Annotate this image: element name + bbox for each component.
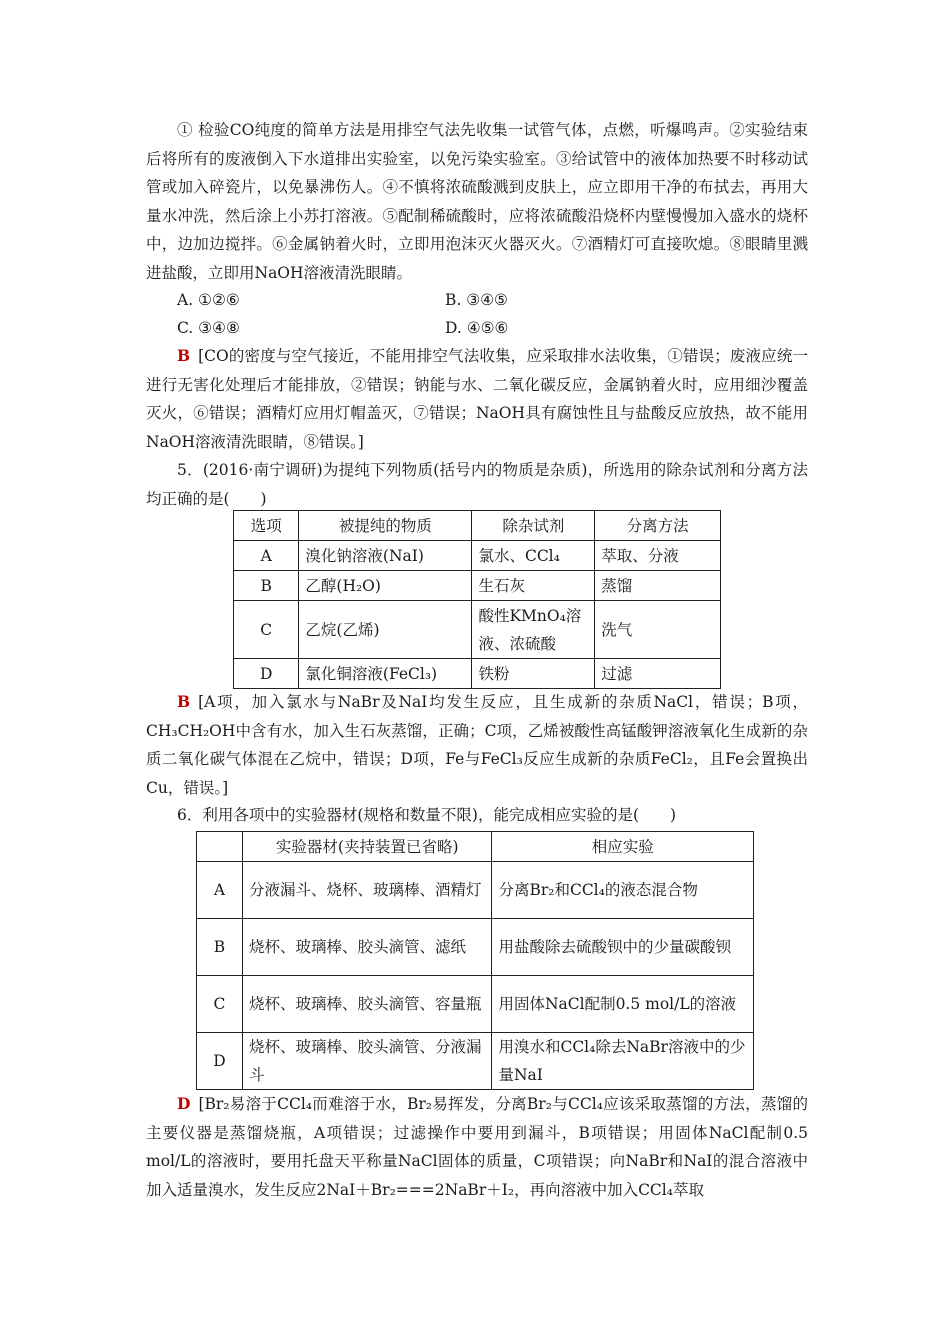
q5-table-header-row (234, 511, 721, 541)
table-cell: C (234, 601, 299, 659)
table-cell: 洗气 (595, 601, 721, 659)
q4-answer (146, 342, 808, 456)
q5-header-cell: 除杂试剂 (472, 511, 595, 541)
table-cell: 乙烷(乙烯) (299, 601, 472, 659)
table-row (234, 571, 721, 601)
table-cell: B (234, 571, 299, 601)
q6-stem: 6．利用各项中的实验器材(规格和数量不限)，能完成相应实验的是( ) (177, 806, 677, 824)
q6-header-cell: 相应实验 (492, 832, 754, 862)
q6-table (196, 831, 754, 1090)
q4-option-c: C. ③④⑧ (177, 319, 240, 337)
q4-option-a: A. ①②⑥ (177, 291, 240, 309)
table-cell: 用盐酸除去硫酸钡中的少量碳酸钡 (492, 919, 754, 976)
q6-answer-explanation: [Br₂易溶于CCl₄而难溶于水，Br₂易挥发，分离Br₂与CCl₄应该采取蒸馏的方法，蒸馏的主要仪器是蒸馏烧瓶，A项错误；过滤操作中要用到漏斗，B项错误；用固体NaCl配制0.5 mol/L的溶液时，要用托盘天平称量NaCl固体的质量，C项错误；向NaBr和NaI的混合溶液中加入适量溴水，发生反应2NaI＋Br₂===2NaBr＋I₂，再向溶液中加入CCl₄萃取 (146, 1095, 808, 1199)
table-cell: 烧杯、玻璃棒、胶头滴管、容量瓶 (242, 976, 492, 1033)
table-row (234, 601, 721, 659)
table-cell: A (197, 862, 243, 919)
q5-header-cell: 选项 (234, 511, 299, 541)
table-cell: 烧杯、玻璃棒、胶头滴管、分液漏斗 (242, 1033, 492, 1090)
table-cell: C (197, 976, 243, 1033)
table-row (197, 1033, 754, 1090)
q4-stem: ① 检验CO纯度的简单方法是用排空气法先收集一试管气体，点燃，听爆鸣声。②实验结束后将所有的废液倒入下水道排出实验室，以免污染实验室。③给试管中的液体加热要不时移动试管或加入碎瓷片，以免暴沸伤人。④不慎将浓硫酸溅到皮肤上，应立即用干净的布拭去，再用大量水冲洗，然后涂上小苏打溶液。⑤配制稀硫酸时，应将浓硫酸沿烧杯内壁慢慢加入盛水的烧杯中，边加边搅拌。⑥金属钠着火时，立即用泡沫灭火器灭火。⑦酒精灯可直接吹熄。⑧眼睛里溅进盐酸，立即用NaOH溶液清洗眼睛。 (146, 121, 808, 282)
q4-answer-letter: B (177, 346, 191, 365)
table-cell: 烧杯、玻璃棒、胶头滴管、滤纸 (242, 919, 492, 976)
q5-header-cell: 分离方法 (595, 511, 721, 541)
table-cell: 铁粉 (472, 659, 595, 689)
table-cell: B (197, 919, 243, 976)
q4-option-b: B. ③④⑤ (445, 291, 508, 309)
table-cell: A (234, 541, 299, 571)
q6-table-header-row (197, 832, 754, 862)
table-cell: 分液漏斗、烧杯、玻璃棒、酒精灯 (242, 862, 492, 919)
table-cell: D (197, 1033, 243, 1090)
table-cell: 乙醇(H₂O) (299, 571, 472, 601)
table-cell: 氯化铜溶液(FeCl₃) (299, 659, 472, 689)
table-cell: 酸性KMnO₄溶液、浓硫酸 (472, 601, 595, 659)
q6-header-cell: 实验器材(夹持装置已省略) (242, 832, 492, 862)
q4-option-d: D. ④⑤⑥ (445, 319, 509, 337)
table-cell: 用固体NaCl配制0.5 mol/L的溶液 (492, 976, 754, 1033)
table-cell: 氯水、CCl₄ (472, 541, 595, 571)
table-cell: 过滤 (595, 659, 721, 689)
table-row (197, 919, 754, 976)
table-row (234, 541, 721, 571)
q5-table (233, 510, 721, 689)
table-cell: D (234, 659, 299, 689)
table-row (234, 659, 721, 689)
q6-answer (146, 1090, 808, 1204)
table-cell: 生石灰 (472, 571, 595, 601)
table-cell: 溴化钠溶液(NaI) (299, 541, 472, 571)
table-row (197, 862, 754, 919)
table-cell: 用溴水和CCl₄除去NaBr溶液中的少量NaI (492, 1033, 754, 1090)
table-cell: 蒸馏 (595, 571, 721, 601)
q4-answer-explanation: [CO的密度与空气接近，不能用排空气法收集，应采取排水法收集，①错误；废液应统一进行无害化处理后才能排放，②错误；钠能与水、二氧化碳反应，金属钠着火时，应用细沙覆盖灭火，⑥错误；酒精灯应用灯帽盖灭，⑦错误；NaOH具有腐蚀性且与盐酸反应放热，故不能用NaOH溶液清洗眼睛，⑧错误。] (146, 347, 808, 451)
table-cell: 萃取、分液 (595, 541, 721, 571)
table-cell: 分离Br₂和CCl₄的液态混合物 (492, 862, 754, 919)
q5-answer-explanation: [A项，加入氯水与NaBr及NaI均发生反应，且生成新的杂质NaCl，错误；B项，CH₃CH₂OH中含有水，加入生石灰蒸馏，正确；C项，乙烯被酸性高锰酸钾溶液氧化生成新的杂质二氧化碳气体混在乙烷中，错误；D项，Fe与FeCl₃反应生成新的杂质FeCl₂，且Fe会置换出Cu，错误。] (146, 693, 808, 797)
q5-answer-letter: B (177, 692, 191, 711)
q5-stem: 5．(2016·南宁调研)为提纯下列物质(括号内的物质是杂质)，所选用的除杂试剂和分离方法均正确的是( ) (146, 461, 808, 508)
q5-header-cell: 被提纯的物质 (299, 511, 472, 541)
q6-header-cell (197, 832, 243, 862)
q5-answer (146, 688, 808, 802)
q6-answer-letter: D (177, 1094, 191, 1113)
table-row (197, 976, 754, 1033)
